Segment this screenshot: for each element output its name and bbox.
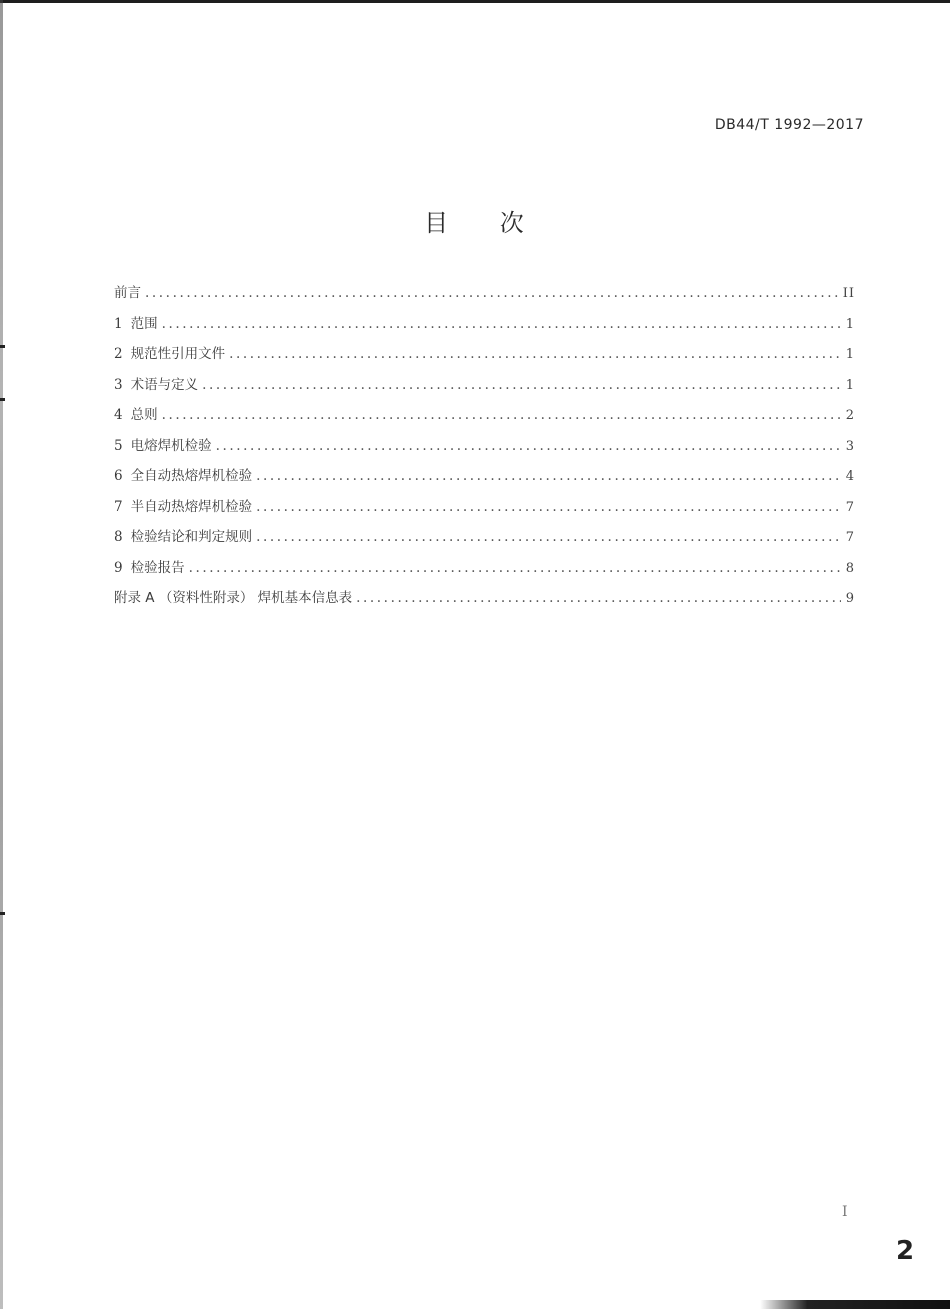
toc-entry-electrofusion-inspection[interactable] [114,434,855,465]
toc-entry-terms-definitions[interactable] [114,373,855,404]
toc-dot-leader [162,316,841,332]
toc-entry-label: 附录 A （资料性附录） 焊机基本信息表 [114,590,353,606]
toc-dot-leader [256,529,841,545]
toc-page-number: 8 [845,560,855,576]
toc-entry-automatic-butt-fusion-inspection[interactable] [114,464,855,495]
toc-entry-label: 7 半自动热熔焊机检验 [114,498,253,515]
footer-page-number: I [842,1204,848,1220]
toc-page-number: II [842,286,855,301]
toc-page-number: 1 [845,377,855,393]
scan-speck [0,398,5,401]
scan-speck [0,345,5,348]
toc-page-number: 7 [845,530,855,545]
toc-page-number: 1 [845,316,855,332]
toc-entry-label: 1 范围 [114,315,158,332]
toc-dot-leader [229,346,841,362]
toc-entry-label: 5 电熔焊机检验 [114,437,212,454]
toc-dot-leader [202,377,841,393]
toc-entry-general[interactable] [114,403,855,434]
table-of-contents [114,281,855,617]
toc-entry-label: 9 检验报告 [114,559,185,576]
toc-entry-label: 4 总则 [114,407,158,423]
toc-entry-label: 2 规范性引用文件 [114,346,226,362]
toc-page-number: 3 [845,438,855,454]
toc-entry-normative-references[interactable] [114,342,855,373]
scan-border-left [0,0,3,1309]
toc-dot-leader [256,499,841,515]
toc-entry-appendix-a[interactable] [114,586,855,617]
toc-entry-inspection-report[interactable] [114,556,855,587]
toc-entry-label: 前言 [114,285,141,301]
toc-entry-semi-automatic-butt-fusion-inspection[interactable] [114,495,855,526]
toc-page-number: 1 [845,347,855,362]
toc-title: 目 次 [424,209,546,237]
toc-page-number: 7 [845,499,855,515]
toc-page-number: 9 [845,591,855,606]
toc-entry-foreword[interactable] [114,281,855,312]
toc-dot-leader [189,560,841,576]
toc-dot-leader [256,468,841,484]
scan-border-bottom [760,1300,950,1309]
toc-page-number: 4 [845,469,855,484]
toc-page-number: 2 [845,408,855,423]
scan-speck [0,912,5,915]
toc-entry-label: 3 术语与定义 [114,376,199,393]
toc-dot-leader [162,407,841,423]
toc-dot-leader [145,285,838,301]
toc-entry-conclusion-rules[interactable] [114,525,855,556]
toc-entry-label: 8 检验结论和判定规则 [114,529,253,545]
toc-dot-leader [356,590,841,606]
scan-page-number: 2 [896,1236,915,1266]
toc-dot-leader [216,438,841,454]
toc-entry-scope[interactable] [114,312,855,343]
document-code: DB44/T 1992—2017 [714,117,864,133]
scan-border-top [0,0,950,3]
toc-entry-label: 6 全自动热熔焊机检验 [114,468,253,484]
